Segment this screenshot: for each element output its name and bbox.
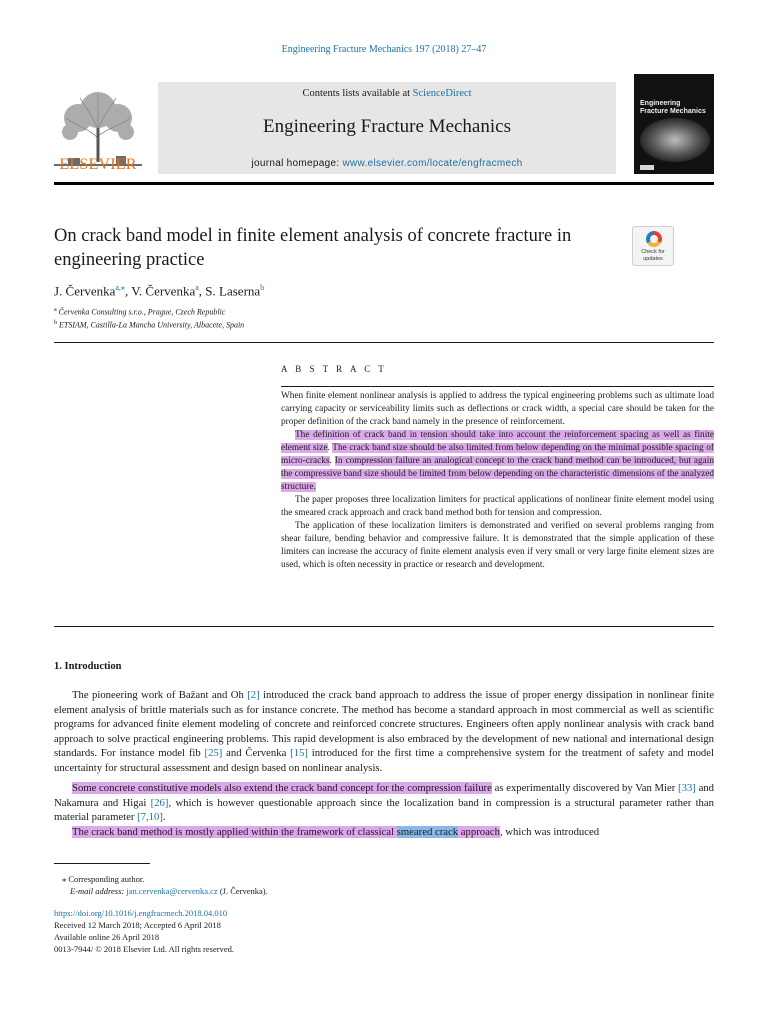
homepage-link[interactable]: www.elsevier.com/locate/engfracmech xyxy=(342,158,523,169)
citation-link[interactable]: [26] xyxy=(150,796,169,809)
check-for-updates-icon xyxy=(646,231,662,247)
section-heading: 1. Introduction xyxy=(54,661,122,672)
cover-title-line-2: Fracture Mechanics xyxy=(640,108,706,115)
journal-cover-thumbnail[interactable] xyxy=(634,74,714,174)
highlight-annotation[interactable]: The crack band method is mostly applied within the framework of classical xyxy=(72,825,397,838)
available-online-date: Available online 26 April 2018 xyxy=(54,932,160,942)
journal-name: Engineering Fracture Mechanics xyxy=(263,116,511,137)
highlight-annotation[interactable]: smeared crack xyxy=(396,825,459,838)
received-dates: Received 12 March 2018; Accepted 6 April 2018 xyxy=(54,920,221,930)
abstract-heading: A B S T R A C T xyxy=(281,364,387,374)
cover-publisher-logo xyxy=(640,165,654,170)
author-list: J. Červenka$^{a,⁎}$, V. Červenka$^a$, S. Laserna$^b$ xyxy=(54,283,265,299)
contents-line xyxy=(158,88,616,99)
abstract-paragraph: The definition of crack band in tension should take into account the reinforcement spacing as well as finite element size. The crack band size should be also limited from below depending on the minimal possible spacing of micro-cracks. In compression failure an analogical concept to the crack band method can be introduced, but again the compressive band size should be limited from below depending on the characteristic dimensions of the analyzed structure. xyxy=(281,430,715,492)
author-affiliation-link[interactable]: a xyxy=(195,283,199,292)
highlight-annotation[interactable]: approach xyxy=(458,825,500,838)
abstract-bottom-divider xyxy=(54,626,714,627)
highlight-annotation[interactable]: Some concrete constitutive models also extend the crack band concept for the compression failure xyxy=(72,782,492,794)
citation-link[interactable]: [25] xyxy=(204,747,223,759)
cover-title-line-1: Engineering xyxy=(640,100,681,107)
elsevier-wordmark: ELSEVIER xyxy=(59,156,137,173)
check-for-updates-button[interactable] xyxy=(632,226,674,266)
citation-link[interactable]: [33] xyxy=(678,782,696,794)
cover-image xyxy=(640,118,710,162)
highlight-annotation[interactable]: The crack band size should be also limited from below depending on the minimal possible spacing of micro-cracks xyxy=(281,443,715,466)
body-paragraph: The crack band method is mostly applied within the framework of classical smeared crack approach, which was introduced xyxy=(72,825,600,838)
doi-link[interactable]: https://doi.org/10.1016/j.engfracmech.2018.04.010 xyxy=(54,908,228,918)
author-affiliation-link[interactable]: a,⁎ xyxy=(115,283,125,292)
abstract-top-divider xyxy=(54,342,714,343)
highlight-annotation[interactable]: The definition of crack band in tension should take into account the reinforcement spacing as well as finite element size xyxy=(281,430,714,453)
homepage-prefix: journal homepage: xyxy=(251,158,340,169)
author-name: S. Laserna xyxy=(205,283,261,299)
corresponding-author-note: ⁎ Corresponding author. xyxy=(62,874,145,884)
journal-homepage-line xyxy=(158,158,616,169)
author-name: J. Červenka xyxy=(54,283,116,299)
citation-link[interactable]: [7,10] xyxy=(137,811,163,823)
copyright-notice: 0013-7944/ © 2018 Elsevier Ltd. All rights reserved. xyxy=(54,944,234,954)
contents-prefix: Contents lists available at xyxy=(302,88,411,99)
introduction-body xyxy=(54,688,714,839)
footnote-divider xyxy=(54,863,150,864)
author-name: V. Červenka xyxy=(131,283,196,299)
abstract-body xyxy=(281,390,714,572)
article-title: On crack band model in finite element analysis of concrete fracture in engineering practice xyxy=(54,226,572,270)
sciencedirect-link[interactable]: ScienceDirect xyxy=(412,88,472,99)
body-paragraph: The pioneering work of Bažant and Oh [2] introduced the crack band approach to address the issue of proper energy dissipation in nonlinear finite element analysis of brittle materials such as for instance concrete. The method has become a standard approach in most commercial as well as scientific programs for advanced finite element modeling of concrete and reinforced concrete structures. Engineers often apply nonlinear analysis with crack band approach to solve practical engineering problems. This rapid development is also embraced by the development of new national and international design standards. For instance model fib [25] and Červenka [15] introduced for the first time a comprehensive system for the treatment of safety and model uncertainty for structural assessment and design based on nonlinear analysis. xyxy=(54,689,714,774)
header-divider xyxy=(54,182,714,185)
affiliation: $^b$ ETSIAM, Castilla-La Mancha University, Albacete, Spain xyxy=(54,320,245,330)
author-affiliation-link[interactable]: b xyxy=(260,283,265,292)
citation-link[interactable]: [15] xyxy=(290,747,308,759)
cover-title xyxy=(640,100,706,116)
citation-link[interactable]: [2] xyxy=(247,689,260,701)
email-note: E-mail address: jan.cervenka@cervenka.cz (J. Červenka). xyxy=(70,886,268,896)
journal-masthead xyxy=(54,74,714,178)
check-for-updates-label: Check for updates xyxy=(641,249,665,262)
abstract-paragraph: The application of these localization limiters is demonstrated and verified on several problems ranging from shear failure, bending behavior and compressive failure. It is demonstrated that the simple application of these limiters can increase the accuracy of finite element analysis even if very small or very large finite element sizes are used, which is often necessity in practice or research and development. xyxy=(281,521,714,570)
affiliation: $^a$ Červenka Consulting s.r.o., Prague, Czech Republic xyxy=(54,307,226,317)
journal-header-box xyxy=(158,82,616,174)
journal-reference[interactable]: Engineering Fracture Mechanics 197 (2018) 27–47 xyxy=(281,44,487,55)
highlight-annotation[interactable]: In compression failure an analogical concept to the crack band method can be introduced, but again the compressive band size should be limited from below depending on the characteristic dimensions of the analyzed structure. xyxy=(281,456,714,492)
abstract-paragraph: When finite element nonlinear analysis is applied to address the typical engineering problems such as ultimate load carrying capacity or serviceability limits such as deflections or crack width, a special care should be taken for the proper definition of the crack band namely in the presence of reinforcement. xyxy=(281,391,714,427)
email-link[interactable]: jan.cervenka@cervenka.cz xyxy=(126,886,218,896)
body-paragraph: Some concrete constitutive models also extend the crack band concept for the compression failure as experimentally discovered by Van Mier [33] and Nakamura and Higai [26], which is however questionable approach since the localization band in compression is a structural parameter rather than material parameter [7,10]. xyxy=(54,782,715,823)
abstract-paragraph: The paper proposes three localization limiters for practical applications of nonlinear finite element model using the smeared crack approach and crack band method both for tension and compression. xyxy=(281,495,714,518)
abstract-heading-rule xyxy=(281,386,714,387)
